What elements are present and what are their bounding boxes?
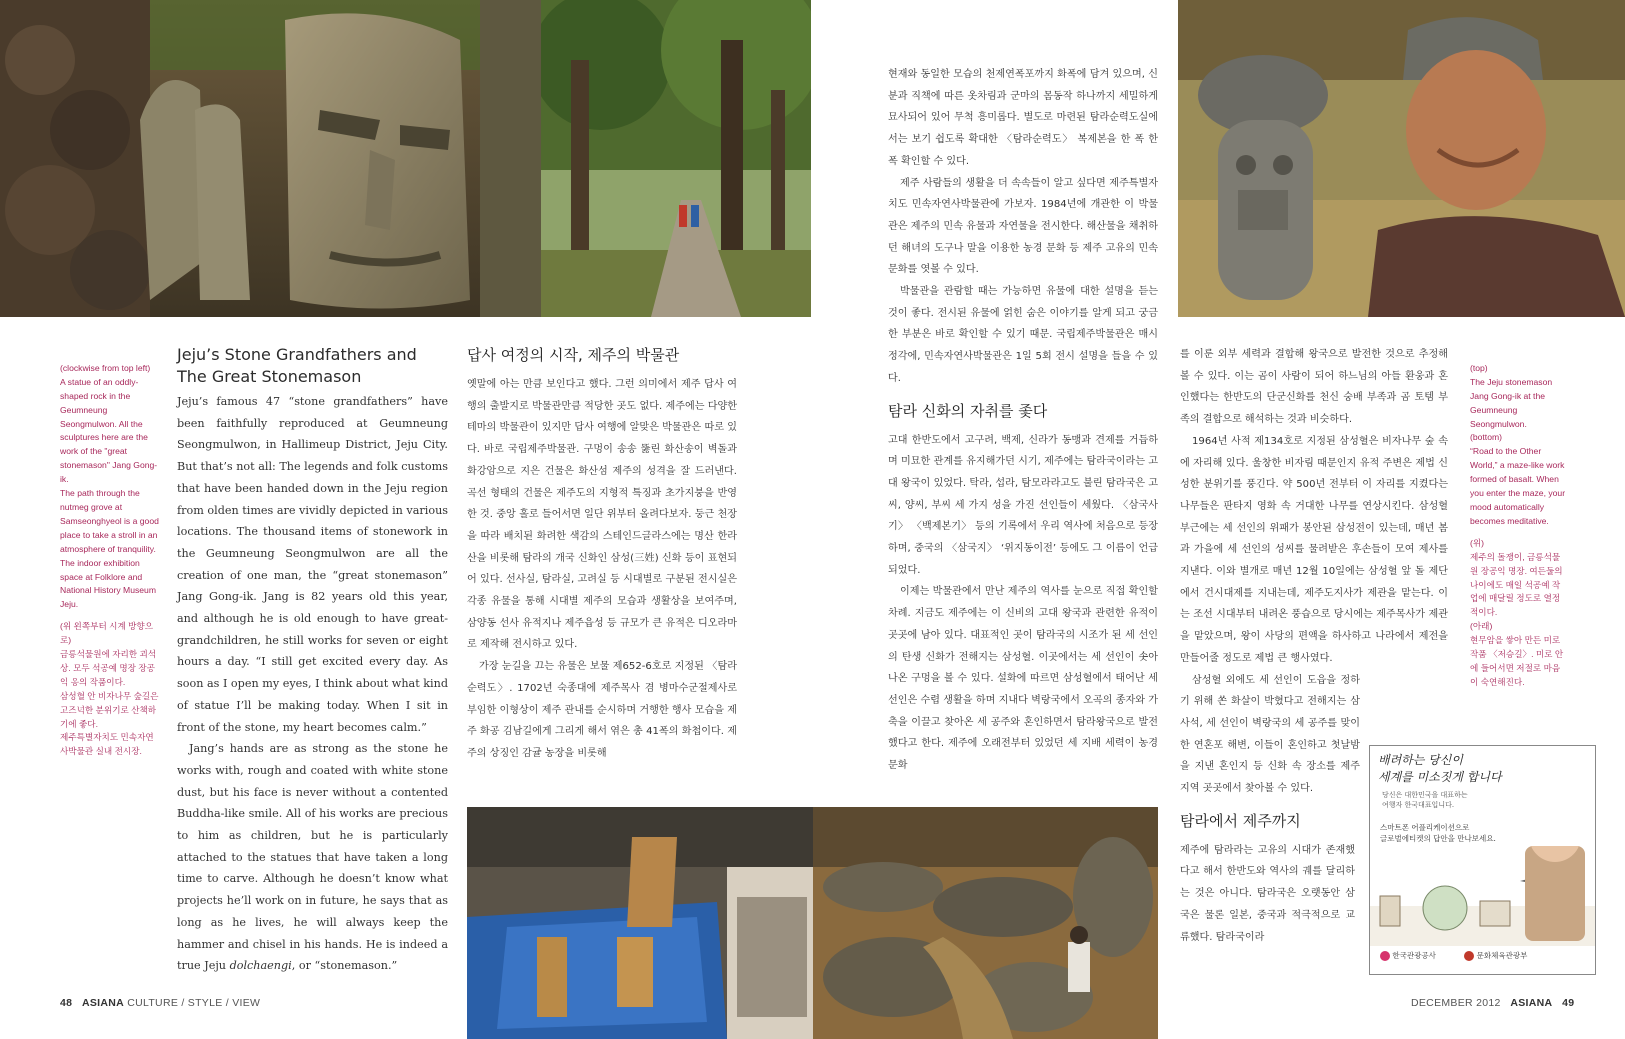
mcst-logo-icon xyxy=(1464,951,1474,961)
korean-paragraph: 삼성혈 외에도 세 선인이 도읍을 정하기 위해 쏜 화살이 박혔다고 전해지는 삼사석, 세 선인이 벽랑국의 세 공주를 맞이한 연혼포 해변, 이들이 혼인하고 첫날밤을 지낸 혼인지 등 신화 속 장소를 제주 지역 곳곳에서 찾아볼 수 있다. xyxy=(1180,674,1360,795)
stonemason-photo xyxy=(1178,0,1625,317)
caption-english: (clockwise from top left) A statue of an oddly-shaped rock in the Geumneung Seongmulwon. All the sculptures here are the work of the "great stonemason" Jang Gong-ik. The path through the nutmeg grove at Samseonghyeol is a good place to take a stroll in an atmosphere of tranquility. The indoor exhibition space at Folklore and National History Museum Jeju. xyxy=(60,362,159,610)
korean-column-1 xyxy=(467,344,737,765)
english-text: , or “stonemason.” xyxy=(291,959,398,973)
korean-paragraph: 를 이룬 외부 세력과 결합해 왕국으로 발전한 것으로 추정해볼 수 있다. 이는 곰이 사람이 되어 하느님의 아들 환웅과 혼인했다는 한반도의 단군신화를 천신 숭배 부족과 곰 토템 부족의 결합으로 해석하는 것과 비슷하다. xyxy=(1180,349,1448,426)
folio-right xyxy=(1411,997,1574,1009)
basalt-maze-photo xyxy=(813,807,1158,1039)
english-body xyxy=(177,391,448,977)
article-title-line2: The Great Stonemason xyxy=(177,367,362,386)
section-heading: 탐라 신화의 자취를 좇다 xyxy=(888,401,1048,420)
photo-caption-left xyxy=(60,348,160,773)
ad-body xyxy=(1380,822,1530,844)
korean-paragraph: 이제는 박물관에서 만난 제주의 역사를 눈으로 직접 확인할 차례. 지금도 제주에는 이 신비의 고대 왕국과 관련한 유적이 곳곳에 남아 있다. 대표적인 곳이 탐라국의 시조가 된 세 선인의 탄생 신화가 전해지는 삼성혈. 이곳에서는 세 선인이 솟아나온 구멍을 볼 수 있다. 설화에 따르면 삼성혈에서 태어난 세 선인은 수렵 생활을 하며 지내다 벽랑국에서 오곡의 종자와 가축을 이끌고 찾아온 세 공주와 혼인하면서 탐라왕국으로 발전했다고 한다. 제주에 오래전부터 있었던 세 지배 세력이 농경 문화 xyxy=(888,586,1158,772)
page-number-left: 48 xyxy=(60,997,73,1009)
english-italic-term: dolchaengi xyxy=(229,959,292,973)
korean-paragraph: 제주에 탐라라는 고유의 시대가 존재했다고 해서 한반도와 역사의 궤를 달리하는 것은 아니다. 탐라국은 오랫동안 삼국은 물론 일본, 중국과 적극적으로 교류했다. 탐라국이라 xyxy=(1180,844,1355,943)
korean-paragraph: 박물관을 관람할 때는 가능하면 유물에 대한 설명을 듣는 것이 좋다. 전시된 유물에 얽힌 숨은 이야기를 알게 되고 궁금한 부분은 바로 확인할 수 있기 때문. 국립제주박물관은 매시 정각에, 민속자연사박물관은 1일 5회 전시 설명을 들을 수 있다. xyxy=(888,286,1158,384)
korean-paragraph: 제주 사람들의 생활을 더 속속들이 알고 싶다면 제주특별자치도 민속자연사박물관에 가보자. 1984년에 개관한 이 박물관은 제주의 민속 유물과 자연물을 전시한다. 해산물을 채취하던 해녀의 도구나 말을 이용한 농경 문화 등 제주 고유의 민속 문화를 엿볼 수 있다. xyxy=(888,177,1158,276)
ad-logo-kto: 한국관광공사 xyxy=(1392,951,1436,960)
english-paragraph: Jeju’s famous 47 “stone grandfathers” have been faithfully reproduced at Geumneung Seongmulwon, in Hallimeup District, Jeju City. But that’s not all: The legends and folk customs that have been handed down in the Jeju region from olden times are vividly depicted in various locations. The thousand items of stonework in the Geumneung Seongmulwon are all the creation of one man, the “great stonemason” Jang Gong-ik. Jang is 82 years old this year, and although he is old enough to have great-grandchildren, he still works for seven or eight hours a day. “I still get excited every day. As soon as I open my eyes, I think about what kind of statue I’ll be making today. When I sit in front of the stone, my heart becomes calm.” xyxy=(177,395,449,734)
ad-illustration xyxy=(1370,846,1595,946)
ad-headline xyxy=(1378,752,1518,786)
ad-subtext-line2: 여행자 한국대표입니다. xyxy=(1382,801,1455,809)
nutmeg-grove-photo xyxy=(541,0,811,317)
ad-body-line2: 글로벌에티켓의 답안을 만나보세요. xyxy=(1380,834,1496,843)
korean-column-2 xyxy=(888,64,1158,777)
caption-english: (top) The Jeju stonemason Jang Gong-ik at the Geumneung Seongmulwon. (bottom) “Road to the Other World,” a maze-like work formed of basalt. When you enter the maze, your mood automatically becomes meditative. xyxy=(1470,362,1566,526)
caption-korean: (위 왼쪽부터 시계 방향으로) 금릉석물원에 자리한 괴석상. 모두 석공예 명장 장공익 옹의 작품이다. 삼성혈 안 비자나무 숲길은 고즈넉한 분위기로 산책하기에 좋다. 제주특별자치도 민속자연사박물관 실내 전시장. xyxy=(60,621,159,757)
advertisement xyxy=(1369,745,1596,975)
english-text: Jang’s hands are as strong as the stone he works with, rough and coated with white stone dust, but his face is never without a contented Buddha-like smile. All of his works are precious to him as children, but he is particularly attached to the statues that have taken a long time to carve. Although he doesn’t know what projects he’ll work on in future, he says that as long as he lives, he will always keep the hammer and chisel in his hands. He is indeed a true Jeju xyxy=(177,742,448,973)
ad-headline-line2: 세계를 미소짓게 합니다 xyxy=(1378,770,1502,784)
folio-left xyxy=(60,997,260,1009)
korean-paragraph: 가장 눈길을 끄는 유물은 보물 제652-6호로 지정된 〈탐라순력도〉. 1702년 숙종대에 제주목사 겸 병마수군절제사로 부임한 이형상이 제주 관내를 순시하며 거행한 행사 모습을 제주 화공 김남길에게 그리게 해서 엮은 총 41폭의 화첩이다. 제주의 상징인 감귤 농장을 비롯해 xyxy=(467,661,737,759)
caption-korean: (위) 제주의 돌쟁이, 금릉석물원 장공익 명장. 여든둘의 나이에도 매일 석공예 작업에 매달릴 정도로 열정적이다. (아래) 현무암을 쌓아 만든 미로 작품 〈저승길〉. 미로 안에 들어서면 저절로 마음이 숙연해진다. xyxy=(1470,537,1564,687)
page-number-right: 49 xyxy=(1562,997,1575,1009)
museum-photo xyxy=(467,807,813,1039)
section-heading: 답사 여정의 시작, 제주의 박물관 xyxy=(467,346,680,364)
ad-headline-line1: 배려하는 당신이 xyxy=(1378,753,1463,767)
article-title xyxy=(177,344,447,388)
photo-caption-right xyxy=(1470,348,1568,704)
ad-body-line1: 스마트폰 어플리케이션으로 xyxy=(1380,823,1470,832)
korean-paragraph: 고대 한반도에서 고구려, 백제, 신라가 동맹과 견제를 거듭하며 미묘한 관계를 유지해가던 시기, 제주에는 탐라국이라는 고대 왕국이 있었다. 탁라, 섭라, 탐모라라고도 불린 탐라국은 고씨, 양씨, 부씨 세 가지 성을 가진 선인들이 세웠다. 〈삼국사기〉 〈백제본기〉 등의 기록에서 우리 역사에 처음으로 등장하며, 중국의 〈삼국지〉 ‘위지동이전’ 등에도 그 이름이 언급되었다. xyxy=(888,434,1158,576)
korean-paragraph: 옛말에 아는 만큼 보인다고 했다. 그런 의미에서 제주 답사 여행의 출발지로 박물관만큼 적당한 곳도 없다. 제주에는 다양한 테마의 박물관이 있지만 답사 여행에 알맞은 박물관은 따로 있다. 바로 국립제주박물관. 구멍이 송송 뚫린 화산송이 벽돌과 화강암으로 지은 건물은 화산섬 제주의 성격을 잘 드러낸다. 곡선 형태의 건물은 제주도의 지형적 특징과 초가지붕을 반영한 것. 중앙 홀로 들어서면 일단 위부터 올려다보자. 둥근 천장을 따라 배치된 화려한 색감의 스테인드글라스에는 명산 한라산을 비롯해 탐라의 개국 신화인 삼성(三姓) 신화 등이 표현되어 있다. 선사실, 탐라실, 고려실 등 시대별로 구분된 전시실은 각종 유물을 통해 시대별 제주의 모습과 생활상을 보여주며, 삼양동 선사 유적지나 제주읍성 등 규모가 큰 유적은 디오라마로 제작해 전시하고 있다. xyxy=(467,379,737,651)
korean-paragraph: 현재와 동일한 모습의 천제연폭포까지 화폭에 담겨 있으며, 신분과 직책에 따른 옷차림과 군마의 몸동작 하나까지 세밀하게 묘사되어 있어 무척 흥미롭다. 별도로 마련된 탐라순력도실에서는 보기 쉽도록 확대한 〈탐라순력도〉 복제본을 한 폭 한 폭 확인할 수 있다. xyxy=(888,69,1158,167)
ad-subtext xyxy=(1382,790,1512,810)
magazine-name-right: ASIANA xyxy=(1510,997,1553,1009)
korean-paragraph: 1964년 사적 제134호로 지정된 삼성혈은 비자나무 숲 속에 자리해 있다. 울창한 비자림 때문인지 유적 주변은 제법 신성한 분위기를 풍긴다. 약 500년 전부터 이 자리를 지켰다는 나무들은 판타지 영화 속 거대한 나무를 연상시킨다. 삼성혈 부근에는 세 선인의 위패가 봉안된 삼성전이 있는데, 매년 봄과 가을에 세 선인의 성씨를 물려받은 후손들이 모여 제사를 지낸다. 이와 별개로 매년 12월 10일에는 삼성혈 앞 돌 제단에서 건시대제를 지내는데, 제주도지사가 제관을 맡는다. 이는 조선 시대부터 내려온 풍습으로 당시에는 제주목사가 제관을 맡았으며, 왕이 사당의 편액을 하사하고 나라에서 제전을 만들어줄 정도로 제법 큰 행사였다. xyxy=(1180,435,1448,664)
ad-subtext-line1: 당신은 대한민국을 대표하는 xyxy=(1382,791,1468,799)
article-title-line1: Jeju’s Stone Grandfathers and xyxy=(177,345,417,364)
ad-logo-bar xyxy=(1380,950,1590,968)
kto-logo-icon xyxy=(1380,951,1390,961)
english-paragraph xyxy=(177,738,448,977)
issue-date: DECEMBER 2012 xyxy=(1411,997,1501,1009)
ad-logo-mcst: 문화체육관광부 xyxy=(1476,951,1528,960)
magazine-name-left: ASIANA xyxy=(81,997,124,1009)
section-name: CULTURE / STYLE / VIEW xyxy=(127,997,261,1009)
section-heading: 탐라에서 제주까지 xyxy=(1180,811,1301,830)
stone-grandfather-photo xyxy=(0,0,541,317)
